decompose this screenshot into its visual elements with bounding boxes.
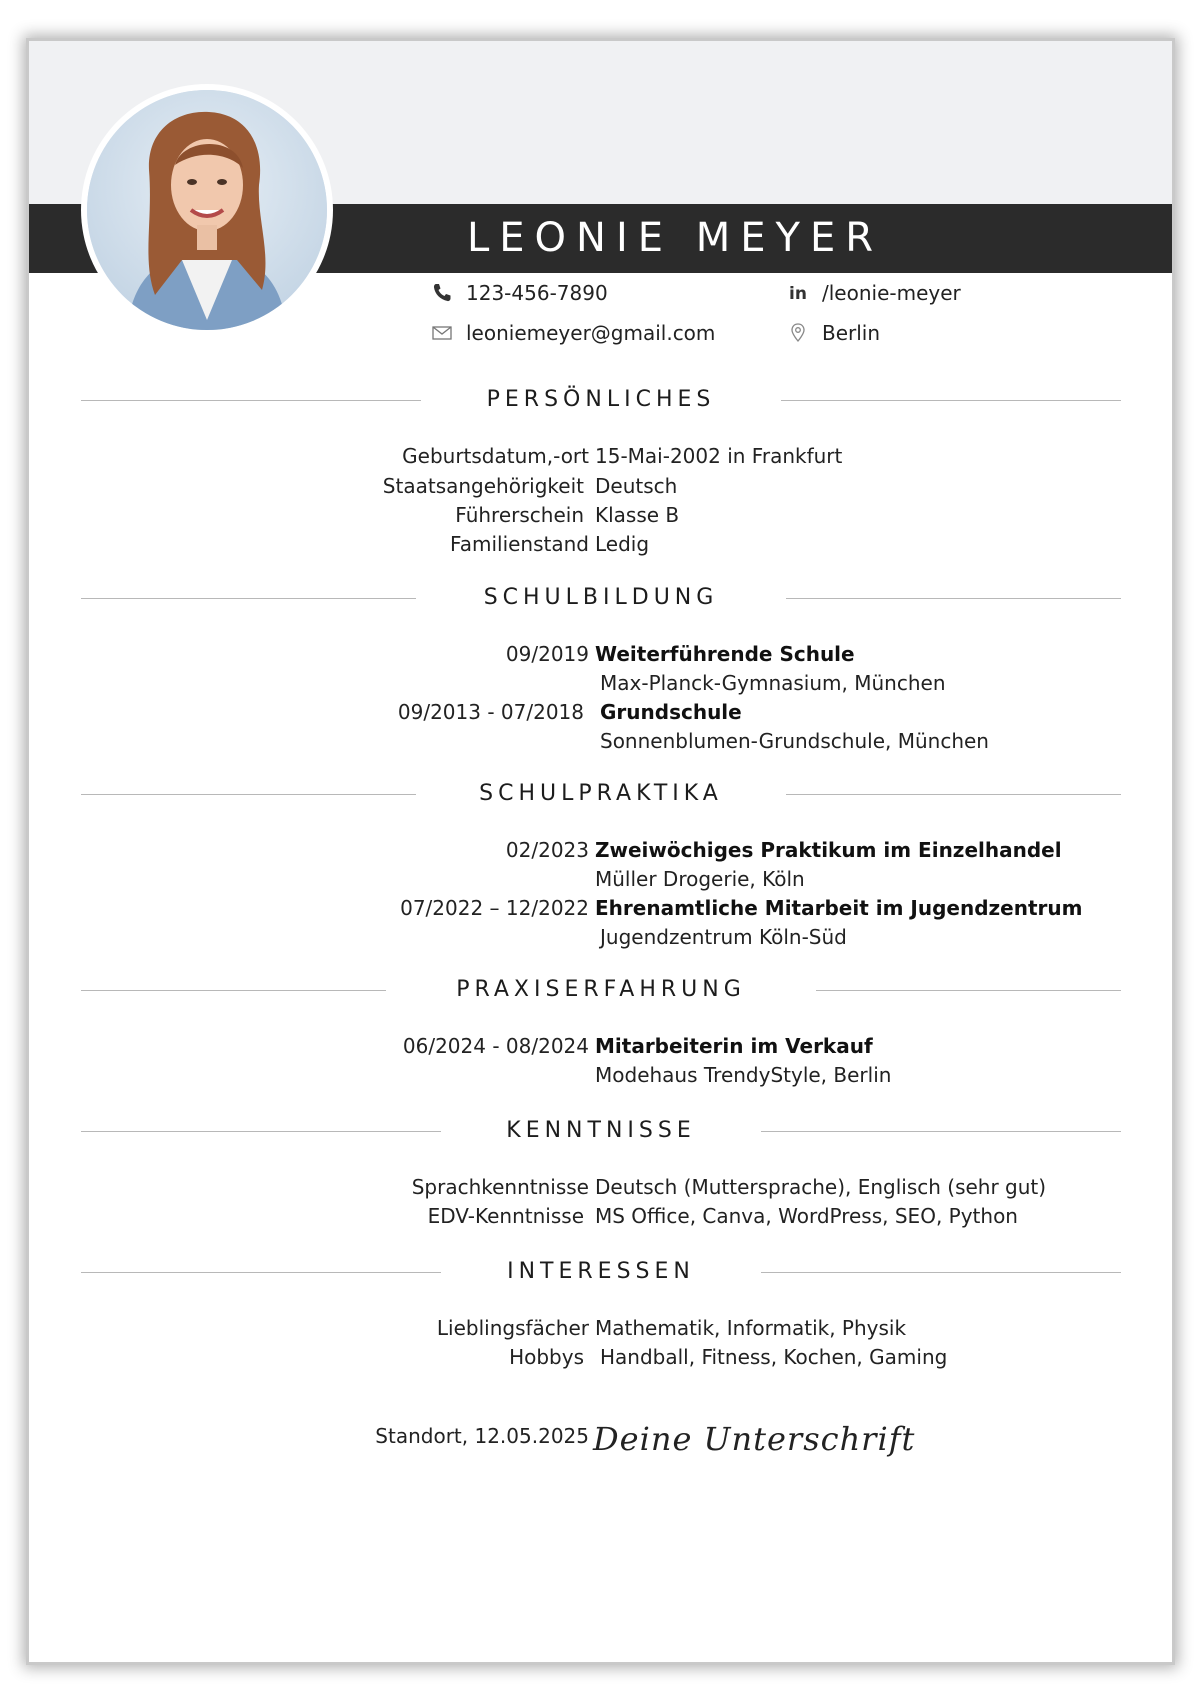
entry-detail: Müller Drogerie, Köln: [595, 867, 805, 891]
info-value: Ledig: [595, 532, 650, 556]
person-name: LEONIE MEYER: [467, 215, 884, 261]
entry-title: Weiterführende Schule: [595, 642, 855, 666]
info-label: Führerschein: [455, 503, 584, 527]
section-schulbildung: [81, 583, 1121, 613]
entry-detail-row: [29, 864, 1172, 894]
entry-row: [29, 835, 1172, 865]
resume-page: [29, 41, 1172, 1662]
info-row: [29, 1201, 1172, 1231]
info-row: [29, 1172, 1172, 1202]
entry-title: Ehrenamtliche Mitarbeit im Jugendzentrum: [595, 896, 1083, 920]
section-title: PRAXISERFAHRUNG: [456, 977, 746, 1002]
phone-icon: [430, 281, 454, 305]
entry-date: 09/2019: [505, 642, 589, 666]
envelope-icon: [430, 321, 454, 345]
info-label: Hobbys: [509, 1345, 584, 1369]
linkedin-icon: in: [789, 284, 807, 304]
entry-detail: Max-Planck-Gymnasium, München: [600, 671, 946, 695]
entry-detail-row: [29, 726, 1172, 756]
section-title: PERSÖNLICHES: [486, 387, 716, 412]
section-schulpraktika: [81, 779, 1121, 809]
info-label: Sprachkenntnisse: [411, 1175, 589, 1199]
info-row: [29, 1313, 1172, 1343]
portrait-image: [87, 90, 327, 330]
info-label: Geburtsdatum,-ort: [402, 444, 589, 468]
signature: Deine Unterschrift: [593, 1420, 916, 1458]
entry-title: Mitarbeiterin im Verkauf: [595, 1034, 873, 1058]
entry-detail: Jugendzentrum Köln-Süd: [600, 925, 847, 949]
info-row: [29, 471, 1172, 501]
divider-line: [781, 400, 1121, 401]
location-text: Berlin: [822, 321, 881, 345]
entry-row: [29, 639, 1172, 669]
info-value: Handball, Fitness, Kochen, Gaming: [600, 1345, 948, 1369]
section-persoenliches: [81, 385, 1121, 415]
email-address: leoniemeyer@gmail.com: [466, 321, 716, 345]
info-value: MS Office, Canva, WordPress, SEO, Python: [595, 1204, 1018, 1228]
info-value: 15-Mai-2002 in Frankfurt: [595, 444, 843, 468]
profile-photo: [81, 84, 333, 336]
entry-detail-row: [29, 1060, 1172, 1090]
entry-date: 07/2022 – 12/2022: [400, 896, 589, 920]
info-label: Staatsangehörigkeit: [382, 474, 584, 498]
linkedin-handle: /leonie-meyer: [822, 281, 961, 305]
info-row: [29, 500, 1172, 530]
entry-date: 06/2024 - 08/2024: [402, 1034, 589, 1058]
info-row: [29, 529, 1172, 559]
phone-number: 123-456-7890: [466, 281, 608, 305]
divider-line: [761, 1131, 1121, 1132]
entry-detail: Sonnenblumen-Grundschule, München: [600, 729, 989, 753]
entry-date: 09/2013 - 07/2018: [397, 700, 584, 724]
entry-row: [29, 1031, 1172, 1061]
section-kenntnisse: [81, 1116, 1121, 1146]
section-title: KENNTNISSE: [506, 1118, 696, 1143]
info-value: Mathematik, Informatik, Physik: [595, 1316, 907, 1340]
info-value: Deutsch: [595, 474, 678, 498]
entry-detail: Modehaus TrendyStyle, Berlin: [595, 1063, 892, 1087]
place-date: Standort, 12.05.2025: [375, 1424, 589, 1448]
divider-line: [816, 990, 1121, 991]
info-value: Deutsch (Muttersprache), Englisch (sehr gut): [595, 1175, 1047, 1199]
entry-title: Grundschule: [600, 700, 742, 724]
divider-line: [786, 598, 1121, 599]
divider-line: [786, 794, 1121, 795]
info-row: [29, 1342, 1172, 1372]
info-row: [29, 441, 1172, 471]
section-title: SCHULBILDUNG: [483, 585, 719, 610]
info-value: Klasse B: [595, 503, 680, 527]
map-pin-icon: [786, 321, 810, 345]
info-label: Familienstand: [450, 532, 589, 556]
entry-row: [29, 893, 1172, 923]
info-label: Lieblingsfächer: [436, 1316, 589, 1340]
entry-detail-row: [29, 668, 1172, 698]
entry-title: Zweiwöchiges Praktikum im Einzelhandel: [595, 838, 1062, 862]
divider-line: [761, 1272, 1121, 1273]
info-label: EDV-Kenntnisse: [427, 1204, 584, 1228]
entry-date: 02/2023: [505, 838, 589, 862]
section-interessen: [81, 1257, 1121, 1287]
section-praxiserfahrung: [81, 975, 1121, 1005]
section-title: SCHULPRAKTIKA: [479, 781, 723, 806]
entry-detail-row: [29, 922, 1172, 952]
section-title: INTERESSEN: [507, 1259, 695, 1284]
entry-row: [29, 697, 1172, 727]
